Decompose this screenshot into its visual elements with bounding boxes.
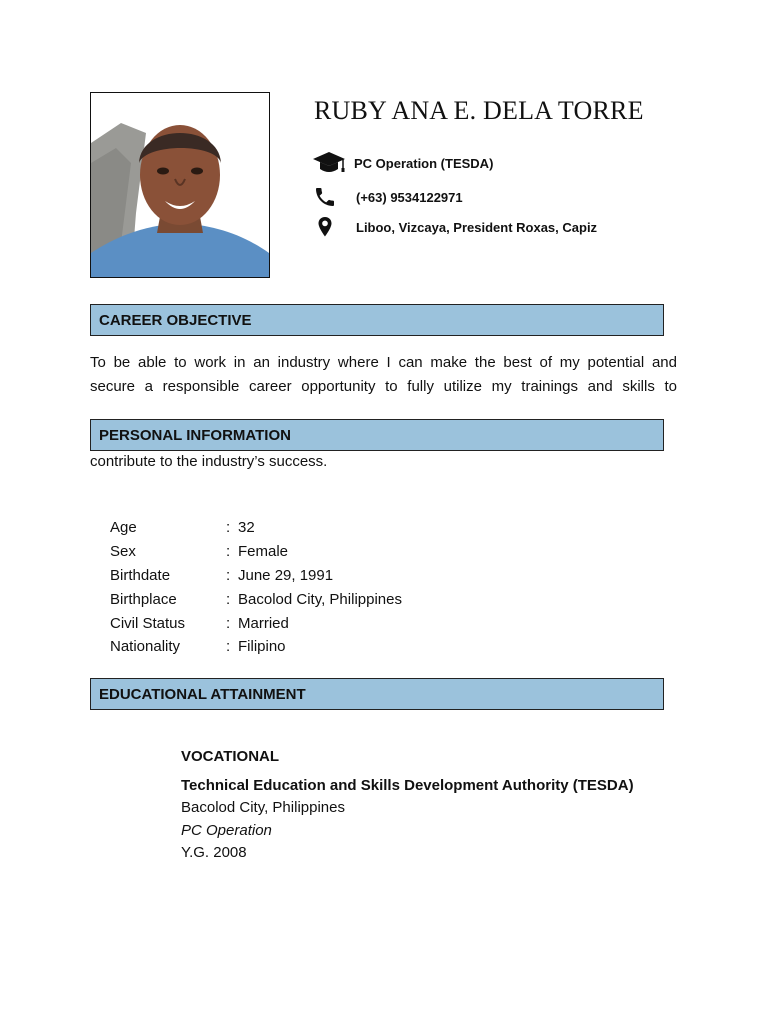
contact-address-text: Liboo, Vizcaya, President Roxas, Capiz — [356, 219, 598, 235]
section-personal-information — [90, 419, 664, 451]
personal-info-table — [110, 516, 402, 659]
education-location: Bacolod City, Philippines — [181, 799, 345, 816]
education-entry — [181, 748, 634, 867]
info-separator: : — [226, 566, 231, 584]
info-separator: : — [226, 519, 231, 537]
education-school: Technical Education and Skills Development Authority (TESDA) — [181, 777, 634, 794]
education-year: Y.G. 2008 — [181, 844, 247, 861]
info-value: 32 — [238, 519, 255, 537]
phone-icon — [312, 184, 348, 210]
graduation-cap-icon — [312, 150, 348, 176]
info-row-sex — [110, 540, 402, 564]
info-row-age — [110, 516, 402, 540]
career-objective-line: contribute to the industry’s success. — [90, 453, 328, 470]
info-separator: : — [226, 614, 231, 632]
education-course: PC Operation — [181, 821, 272, 839]
info-label: Sex — [110, 543, 136, 561]
education-level: VOCATIONAL — [181, 748, 280, 765]
info-separator: : — [226, 543, 231, 561]
career-objective-line: secure a responsible career opportunity to fully utilize my trainings and skills to — [90, 378, 677, 395]
contact-course — [312, 150, 493, 176]
location-pin-icon — [312, 214, 348, 240]
profile-photo — [90, 92, 270, 278]
info-label: Age — [110, 519, 137, 537]
contact-course-text: PC Operation (TESDA) — [354, 155, 494, 171]
section-personal-information-title: PERSONAL INFORMATION — [99, 426, 291, 444]
section-career-objective — [90, 304, 664, 336]
info-separator: : — [226, 590, 231, 608]
info-value: Married — [238, 614, 289, 632]
profile-photo-image — [91, 93, 269, 277]
info-value: Filipino — [238, 638, 286, 656]
info-label: Civil Status — [110, 614, 186, 632]
info-label: Birthdate — [110, 566, 171, 584]
candidate-name: RUBY ANA E. DELA TORRE — [314, 96, 644, 125]
info-row-birthplace — [110, 587, 402, 611]
info-value: June 29, 1991 — [238, 566, 334, 584]
info-separator: : — [226, 638, 231, 656]
info-value: Bacolod City, Philippines — [238, 590, 402, 608]
info-label: Nationality — [110, 638, 181, 656]
info-label: Birthplace — [110, 590, 177, 608]
info-row-civil-status — [110, 611, 402, 635]
contact-address — [312, 214, 597, 240]
section-educational-attainment-title: EDUCATIONAL ATTAINMENT — [99, 685, 306, 703]
section-educational-attainment — [90, 678, 664, 710]
info-row-birthdate — [110, 564, 402, 588]
contact-phone — [312, 184, 463, 210]
career-objective-line: To be able to work in an industry where I can make the best of my potential and — [90, 354, 677, 371]
info-row-nationality — [110, 635, 402, 659]
section-career-objective-title: CAREER OBJECTIVE — [99, 311, 252, 329]
contact-phone-text: (+63) 9534122971 — [356, 189, 463, 205]
info-value: Female — [238, 543, 289, 561]
